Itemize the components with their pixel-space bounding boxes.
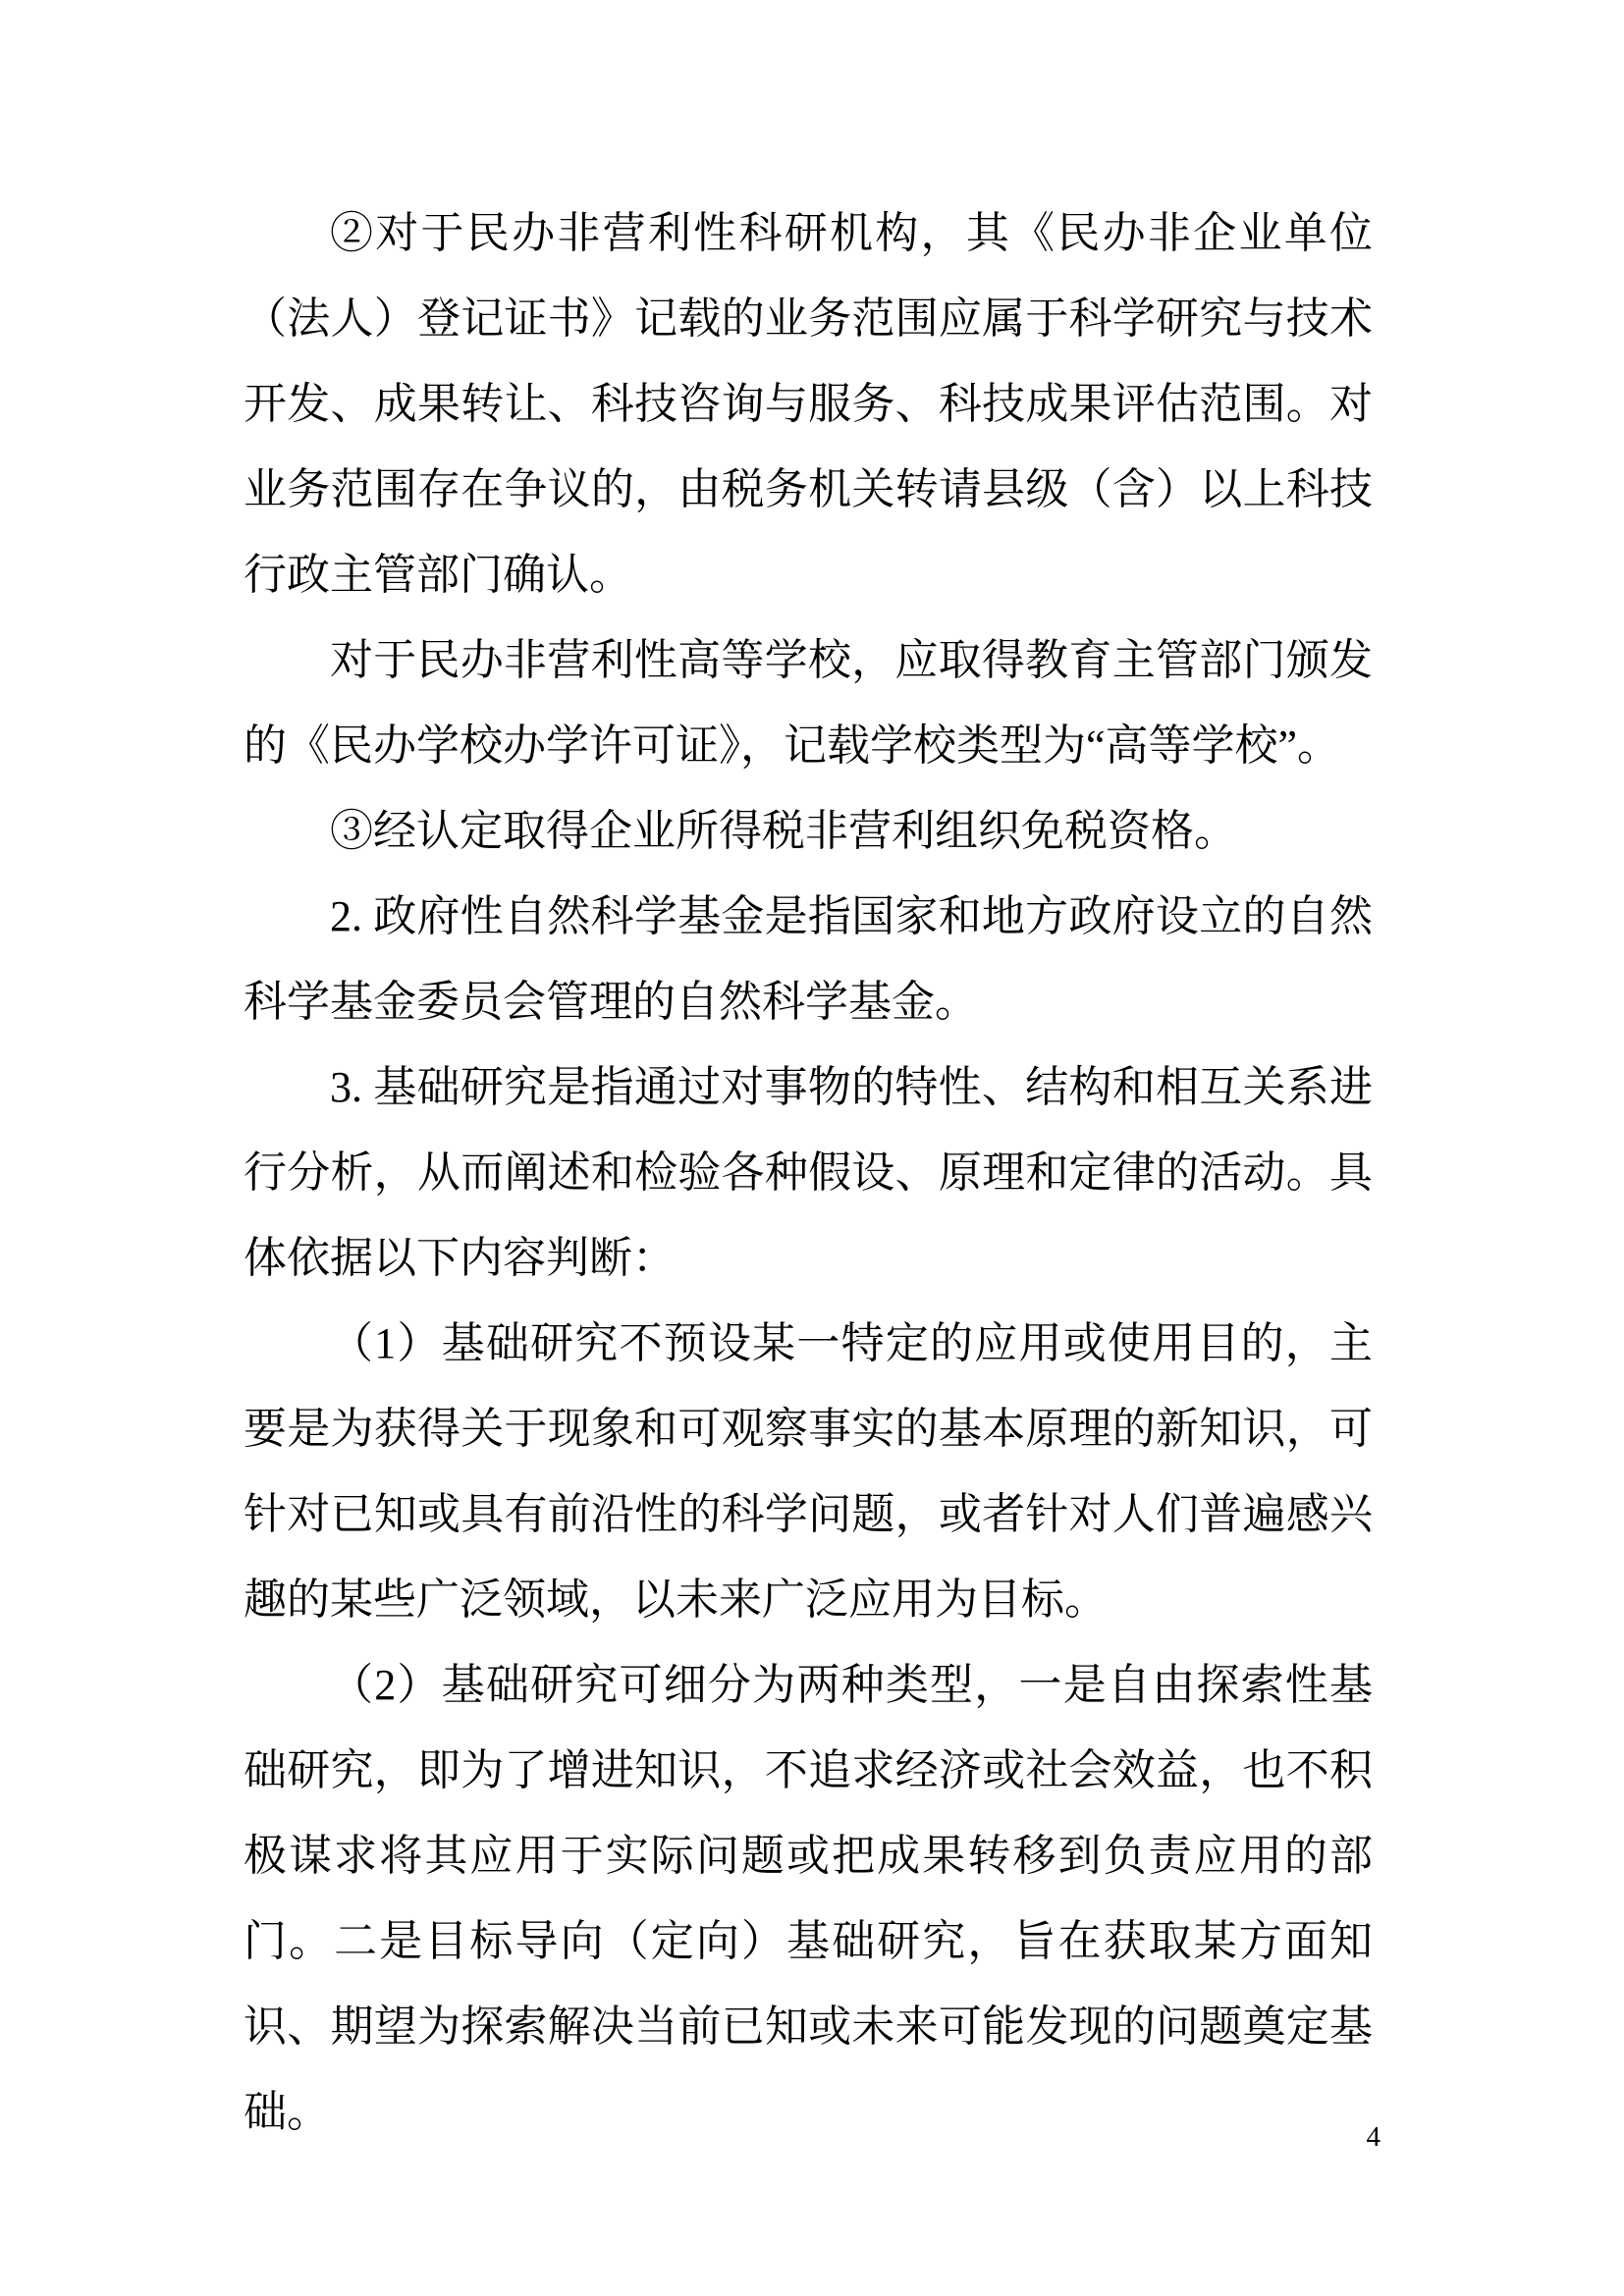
paragraph: 对于民办非营利性高等学校，应取得教育主管部门颁发的《民办学校办学许可证》，记载学校类型为“高等学校”。: [244, 636, 1373, 770]
paragraph: （1）基础研究不预设某一特定的应用或使用目的，主要是为获得关于现象和可观察事实的基本原理的新知识，可针对已知或具有前沿性的科学问题，或者针对人们普遍感兴趣的某些广泛领域，以未来广泛应用为目标。: [244, 1319, 1373, 1624]
page-number: 4: [1366, 2121, 1380, 2153]
paragraph: ③经认定取得企业所得税非营利组织免税资格。: [330, 807, 1237, 855]
paragraph: 2. 政府性自然科学基金是指国家和地方政府设立的自然科学基金委员会管理的自然科学基金。: [244, 892, 1373, 1026]
page-footer: [244, 2117, 1380, 2157]
document-body: [244, 190, 1373, 2155]
paragraph: ②对于民办非营利性科研机构，其《民办非企业单位（法人）登记证书》记载的业务范围应属于科学研究与技术开发、成果转让、科技咨询与服务、科技成果评估范围。对业务范围存在争议的，由税务机关转请县级（含）以上科技行政主管部门确认。: [244, 209, 1373, 599]
paragraph: （2）基础研究可细分为两种类型，一是自由探索性基础研究，即为了增进知识，不追求经济或社会效益，也不积极谋求将其应用于实际问题或把成果转移到负责应用的部门。二是目标导向（定向）基础研究，旨在获取某方面知识、期望为探索解决当前已知或未来可能发现的问题奠定基础。: [244, 1661, 1373, 2136]
paragraph: 3. 基础研究是指通过对事物的特性、结构和相互关系进行分析，从而阐述和检验各种假设、原理和定律的活动。具体依据以下内容判断：: [244, 1063, 1373, 1282]
